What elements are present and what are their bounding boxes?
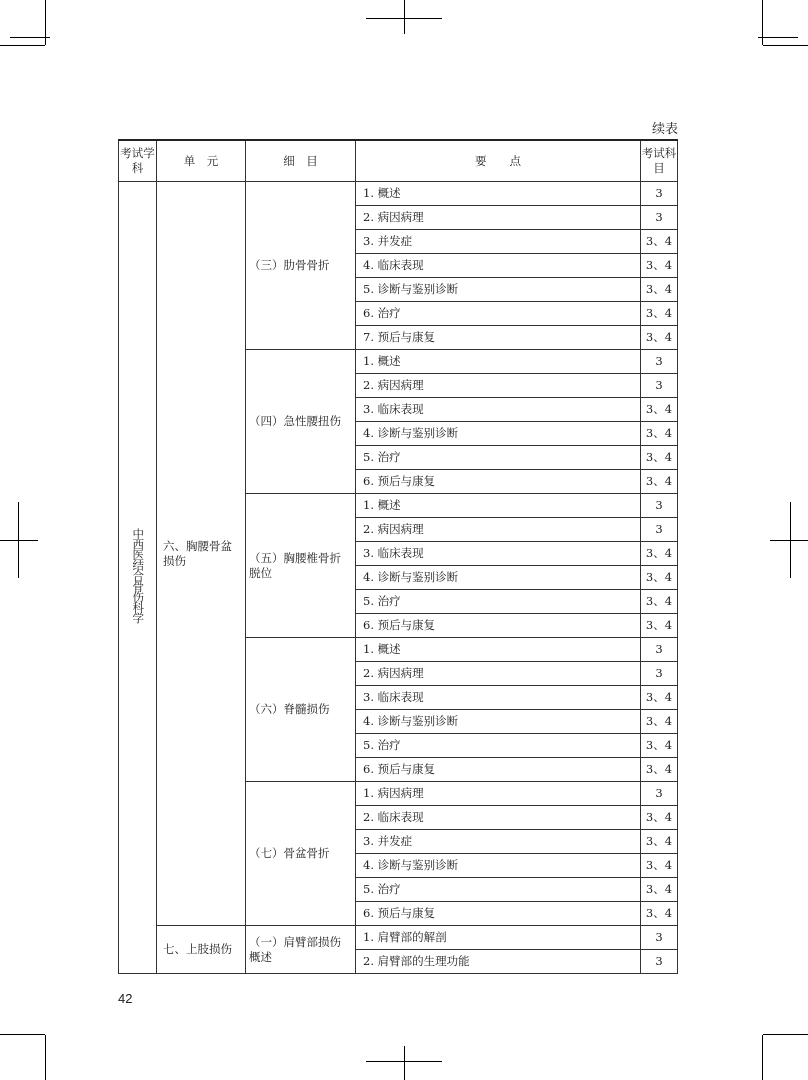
exam-level: 3、4	[641, 566, 678, 590]
exam-level: 3、4	[641, 830, 678, 854]
exam-level: 3	[641, 494, 678, 518]
key-point: 1. 概述	[356, 350, 641, 374]
exam-level: 3、4	[641, 854, 678, 878]
subject-cell	[119, 182, 157, 974]
key-point: 6. 治疗	[356, 302, 641, 326]
key-point: 4. 诊断与鉴别诊断	[356, 566, 641, 590]
exam-level: 3、4	[641, 230, 678, 254]
table-row	[119, 926, 678, 950]
exam-level: 3、4	[641, 614, 678, 638]
exam-level: 3、4	[641, 878, 678, 902]
exam-level: 3	[641, 926, 678, 950]
key-point: 2. 病因病理	[356, 374, 641, 398]
key-point: 1. 病因病理	[356, 782, 641, 806]
exam-level: 3	[641, 662, 678, 686]
exam-level: 3、4	[641, 446, 678, 470]
exam-level: 3、4	[641, 278, 678, 302]
item-cell: （三）肋骨骨折	[246, 182, 356, 350]
key-point: 4. 诊断与鉴别诊断	[356, 422, 641, 446]
key-point: 3. 并发症	[356, 230, 641, 254]
header-key-point: 要 点	[356, 140, 641, 182]
header-level: 考试科目	[641, 140, 678, 182]
subject-name: 中西医结合骨伤科学	[131, 528, 146, 623]
key-point: 4. 诊断与鉴别诊断	[356, 854, 641, 878]
unit-cell: 七、上肢损伤	[157, 926, 246, 974]
unit-cell: 六、胸腰骨盆损伤	[157, 182, 246, 926]
exam-level: 3、4	[641, 902, 678, 926]
key-point: 5. 诊断与鉴别诊断	[356, 278, 641, 302]
exam-level: 3、4	[641, 734, 678, 758]
exam-level: 3、4	[641, 326, 678, 350]
key-point: 5. 治疗	[356, 734, 641, 758]
exam-level: 3	[641, 206, 678, 230]
key-point: 3. 并发症	[356, 830, 641, 854]
exam-level: 3、4	[641, 806, 678, 830]
exam-level: 3、4	[641, 710, 678, 734]
key-point: 5. 治疗	[356, 878, 641, 902]
table-header-row	[119, 140, 678, 182]
key-point: 2. 病因病理	[356, 518, 641, 542]
exam-level: 3、4	[641, 302, 678, 326]
key-point: 4. 临床表现	[356, 254, 641, 278]
key-point: 1. 概述	[356, 494, 641, 518]
item-cell: （七）骨盆骨折	[246, 782, 356, 926]
header-subject: 考试学科	[119, 140, 157, 182]
table-row	[119, 182, 678, 206]
syllabus-table	[118, 139, 678, 974]
key-point: 3. 临床表现	[356, 686, 641, 710]
exam-level: 3、4	[641, 254, 678, 278]
key-point: 2. 肩臂部的生理功能	[356, 950, 641, 974]
continuation-label: 续表	[651, 122, 678, 137]
exam-level: 3	[641, 374, 678, 398]
key-point: 1. 概述	[356, 182, 641, 206]
key-point: 6. 预后与康复	[356, 614, 641, 638]
item-cell: （六）脊髓损伤	[246, 638, 356, 782]
header-unit: 单 元	[157, 140, 246, 182]
header-item: 细 目	[246, 140, 356, 182]
exam-level: 3	[641, 518, 678, 542]
exam-level: 3	[641, 182, 678, 206]
exam-level: 3、4	[641, 470, 678, 494]
exam-level: 3	[641, 950, 678, 974]
page-number: 42	[118, 991, 133, 1006]
key-point: 2. 临床表现	[356, 806, 641, 830]
key-point: 2. 病因病理	[356, 206, 641, 230]
item-cell: （五）胸腰椎骨折脱位	[246, 494, 356, 638]
exam-level: 3、4	[641, 422, 678, 446]
key-point: 1. 肩臂部的解剖	[356, 926, 641, 950]
exam-level: 3、4	[641, 542, 678, 566]
key-point: 3. 临床表现	[356, 398, 641, 422]
key-point: 7. 预后与康复	[356, 326, 641, 350]
key-point: 2. 病因病理	[356, 662, 641, 686]
exam-level: 3	[641, 782, 678, 806]
exam-level: 3	[641, 350, 678, 374]
key-point: 6. 预后与康复	[356, 470, 641, 494]
exam-level: 3、4	[641, 758, 678, 782]
item-cell: （四）急性腰扭伤	[246, 350, 356, 494]
key-point: 6. 预后与康复	[356, 902, 641, 926]
exam-level: 3、4	[641, 590, 678, 614]
exam-level: 3、4	[641, 398, 678, 422]
item-cell: （一）肩臂部损伤概述	[246, 926, 356, 974]
exam-level: 3、4	[641, 686, 678, 710]
key-point: 5. 治疗	[356, 590, 641, 614]
key-point: 6. 预后与康复	[356, 758, 641, 782]
exam-level: 3	[641, 638, 678, 662]
key-point: 5. 治疗	[356, 446, 641, 470]
key-point: 1. 概述	[356, 638, 641, 662]
key-point: 3. 临床表现	[356, 542, 641, 566]
key-point: 4. 诊断与鉴别诊断	[356, 710, 641, 734]
